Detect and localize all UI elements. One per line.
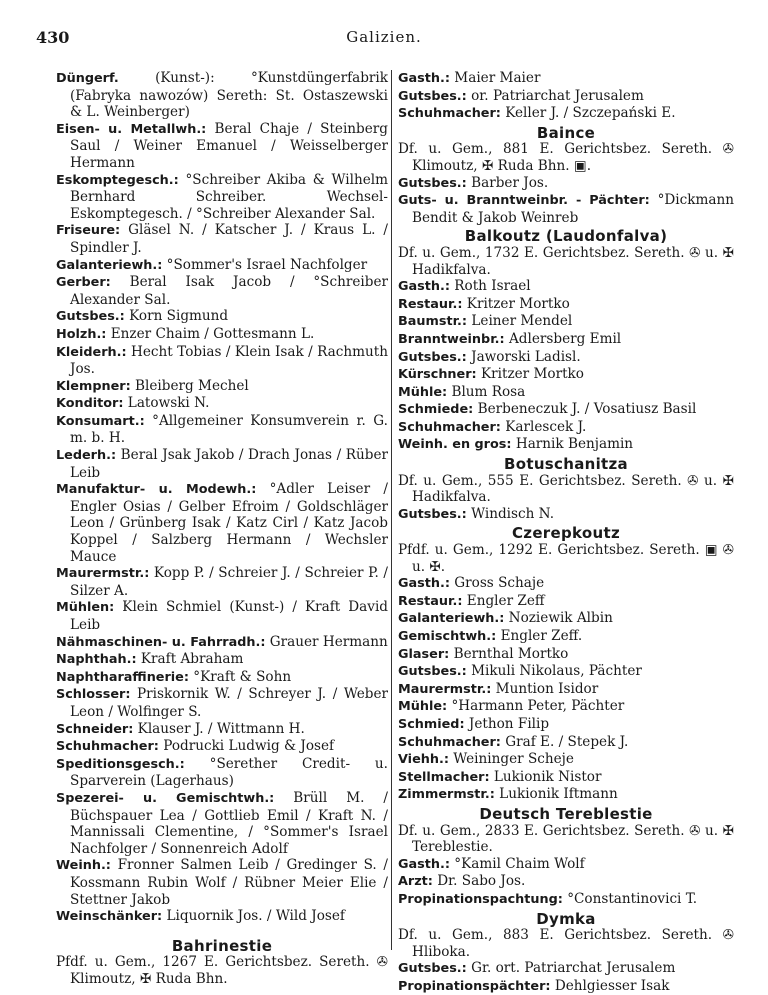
entry-category: Eisen- u. Metallwh.: bbox=[56, 121, 207, 137]
entry-text: Lukionik Iftmann bbox=[494, 786, 618, 803]
entry-category: Naphthah.: bbox=[56, 652, 137, 668]
page-header bbox=[36, 28, 732, 52]
directory-entry bbox=[398, 575, 734, 593]
entry-category: Baumstr.: bbox=[398, 314, 468, 330]
entry-text: Jethon Filip bbox=[464, 715, 550, 732]
entry-category: Schneider: bbox=[56, 721, 134, 737]
entry-text: Hecht Tobias / Klein Isak / Rachmuth Jos. bbox=[70, 343, 388, 378]
directory-entry bbox=[398, 891, 734, 909]
entry-text: or. Patriarchat Jerusalem bbox=[466, 87, 644, 104]
place-description bbox=[398, 245, 734, 278]
place-heading: Bahrinestie bbox=[171, 936, 273, 955]
directory-entry bbox=[398, 436, 734, 454]
directory-entry bbox=[56, 378, 388, 396]
entry-text: °Harmann Peter, Pächter bbox=[447, 698, 625, 715]
place-heading: Deutsch Tereblestie bbox=[479, 804, 653, 823]
directory-entry bbox=[398, 70, 734, 88]
entry-text: Gr. ort. Patriarchat Jerusalem bbox=[466, 960, 676, 977]
directory-entry bbox=[56, 395, 388, 413]
directory-entry bbox=[398, 698, 734, 716]
entry-text: Klauser J. / Wittmann H. bbox=[133, 720, 305, 737]
directory-entry bbox=[398, 296, 734, 314]
entry-text: Lukionik Nistor bbox=[489, 768, 602, 785]
directory-entry bbox=[398, 366, 734, 384]
entry-text: Df. u. Gem., 555 E. Gerichtsbez. Sereth. ✇ u. ✠ Hadikfalva. bbox=[398, 472, 734, 506]
directory-entry bbox=[56, 326, 388, 344]
directory-entry bbox=[56, 565, 388, 599]
place-heading: Balkoutz (Laudonfalva) bbox=[464, 227, 668, 246]
directory-entry bbox=[398, 88, 734, 106]
entry-text: Liquornik Jos. / Wild Josef bbox=[162, 908, 345, 925]
entry-category: Branntweinbr.: bbox=[398, 331, 505, 347]
entry-text: Df. u. Gem., 2833 E. Gerichtsbez. Sereth. ✇ u. ✠ Tereblestie. bbox=[398, 822, 734, 856]
entry-category: Restaur.: bbox=[398, 593, 463, 609]
place-description bbox=[398, 542, 734, 575]
entry-category: Gutsbes.: bbox=[398, 175, 467, 191]
directory-entry bbox=[398, 331, 734, 349]
entry-text: Korn Sigmund bbox=[124, 308, 229, 325]
entry-text: Kritzer Mortko bbox=[476, 366, 584, 383]
directory-entry bbox=[56, 721, 388, 739]
entry-text: Kopp P. / Schreier J. / Schreier P. / Silzer A. bbox=[70, 565, 388, 599]
entry-text: Klein Schmiel (Kunst-) / Kraft David Leib bbox=[70, 599, 388, 633]
entry-category: Propinationspächter: bbox=[398, 978, 551, 994]
left-column bbox=[56, 70, 388, 987]
entry-text: Priskornik W. / Schreyer J. / Weber Leon / Wolfinger S. bbox=[70, 686, 388, 720]
directory-entry bbox=[398, 105, 734, 123]
entry-text: Engler Zeff. bbox=[496, 628, 583, 644]
place-description bbox=[398, 473, 734, 506]
entry-category: Holzh.: bbox=[56, 326, 107, 342]
entry-text: Latowski N. bbox=[123, 395, 210, 412]
place-heading: Czerepkoutz bbox=[512, 524, 620, 543]
entry-text: Kritzer Mortko bbox=[462, 295, 570, 312]
directory-entry bbox=[398, 751, 734, 769]
entry-text: Berbeneczuk J. / Vosatiusz Basil bbox=[473, 401, 697, 418]
entry-text: Mikuli Nikolaus, Pächter bbox=[466, 663, 642, 680]
entry-category: Mühle: bbox=[398, 699, 448, 715]
entry-text: Noziewik Albin bbox=[504, 610, 613, 627]
directory-entry bbox=[398, 593, 734, 611]
directory-entry bbox=[398, 506, 734, 524]
entry-text: °Allgemeiner Konsumverein r. G. m. b. H. bbox=[70, 412, 388, 447]
directory-entry bbox=[398, 349, 734, 367]
directory-entry bbox=[56, 70, 388, 121]
entry-category: Gutsbes.: bbox=[398, 961, 467, 977]
page-number: 430 bbox=[36, 28, 70, 47]
entry-text: Blum Rosa bbox=[447, 383, 526, 400]
directory-entry bbox=[398, 610, 734, 628]
entry-text: Graf E. / Stepek J. bbox=[500, 733, 629, 750]
entry-text: Jaworski Ladisl. bbox=[466, 348, 581, 365]
entry-category: Schuhmacher: bbox=[398, 419, 501, 435]
entry-text: Podrucki Ludwig & Josef bbox=[158, 738, 335, 755]
directory-entry bbox=[56, 172, 388, 223]
directory-entry bbox=[56, 686, 388, 720]
directory-entry bbox=[398, 769, 734, 787]
directory-entry bbox=[56, 274, 388, 308]
directory-entry bbox=[398, 663, 734, 681]
entry-category: Maurermstr.: bbox=[56, 566, 150, 582]
directory-entry bbox=[398, 856, 734, 874]
entry-category: Schmied: bbox=[398, 716, 465, 732]
directory-entry bbox=[56, 599, 388, 633]
entry-category: Schlosser: bbox=[56, 687, 131, 703]
directory-entry bbox=[398, 278, 734, 296]
entry-category: Lederh.: bbox=[56, 448, 117, 464]
directory-entry bbox=[398, 192, 734, 226]
entry-text: Gläsel N. / Katscher J. / Kraus L. / Spindler J. bbox=[70, 222, 388, 256]
directory-entry bbox=[56, 857, 388, 908]
entry-text: Bleiberg Mechel bbox=[130, 377, 249, 394]
entry-text: Adlersberg Emil bbox=[504, 330, 622, 347]
entry-category: Düngerf. bbox=[56, 71, 119, 86]
entry-category: Gasth.: bbox=[398, 279, 450, 295]
entry-category: Schuhmacher: bbox=[56, 739, 159, 755]
entry-category: Gemischtwh.: bbox=[398, 629, 497, 644]
entry-text: Beral Chaje / Steinberg Saul / Weiner Emanuel / Weisselberger Hermann bbox=[70, 120, 388, 171]
entry-text: °Kraft & Sohn bbox=[188, 668, 292, 685]
entry-category: Gutsbes.: bbox=[398, 506, 467, 522]
directory-entry bbox=[398, 873, 734, 891]
directory-entry bbox=[398, 978, 734, 995]
entry-category: Manufaktur- u. Modewh.: bbox=[56, 482, 257, 498]
entry-text: °Schreiber Akiba & Wilhelm Bernhard Schreiber. Wechsel-Eskomptegesch. / °Schreiber Alexander Sal. bbox=[70, 171, 388, 222]
entry-category: Eskomptegesch.: bbox=[56, 172, 179, 188]
entry-text: Gross Schaje bbox=[449, 575, 545, 592]
entry-text: Kraft Abraham bbox=[136, 651, 244, 668]
entry-text: Beral Jsak Jakob / Drach Jonas / Rüber Leib bbox=[70, 447, 388, 481]
entry-text: Maier Maier bbox=[449, 70, 541, 86]
directory-entry bbox=[56, 447, 388, 481]
entry-category: Kleiderh.: bbox=[56, 344, 127, 360]
directory-entry bbox=[56, 222, 388, 256]
entry-text: Roth Israel bbox=[449, 278, 531, 295]
entry-text: Windisch N. bbox=[466, 505, 555, 522]
directory-entry bbox=[398, 313, 734, 331]
directory-entry bbox=[398, 734, 734, 752]
entry-category: Schmiede: bbox=[398, 402, 474, 418]
directory-entry bbox=[56, 121, 388, 172]
entry-text: Fronner Salmen Leib / Gredinger S. / Kossmann Rubin Wolf / Rübner Meier Elie / Stettner Jakob bbox=[70, 857, 388, 908]
entry-category: Galanteriewh.: bbox=[398, 611, 505, 627]
directory-entry bbox=[56, 481, 388, 565]
entry-category: Viehh.: bbox=[398, 752, 449, 768]
directory-entry bbox=[56, 756, 388, 790]
entry-category: Propinationspachtung: bbox=[398, 891, 563, 907]
directory-entry bbox=[398, 960, 734, 978]
entry-category: Zimmermstr.: bbox=[398, 787, 495, 803]
directory-entry bbox=[56, 257, 388, 275]
column-divider bbox=[391, 70, 392, 950]
entry-text: Df. u. Gem., 881 E. Gerichtsbez. Sereth. ✇ Klimoutz, ✠ Ruda Bhn. ▣. bbox=[398, 141, 734, 174]
directory-entry bbox=[56, 669, 388, 687]
entry-category: Konditor: bbox=[56, 396, 124, 412]
entry-text: Pfdf. u. Gem., 1267 E. Gerichtsbez. Sereth. ✇ Klimoutz, ✠ Ruda Bhn. bbox=[56, 954, 388, 987]
entry-category: Gerber: bbox=[56, 275, 111, 291]
right-column bbox=[398, 70, 734, 995]
directory-entry bbox=[398, 384, 734, 402]
entry-text: Pfdf. u. Gem., 1292 E. Gerichtsbez. Sereth. ▣ ✇ u. ✠. bbox=[398, 542, 734, 575]
entry-text: Engler Zeff bbox=[462, 592, 545, 609]
entry-category: Weinschänker: bbox=[56, 909, 163, 925]
directory-entry bbox=[56, 344, 388, 378]
entry-category: Gasth.: bbox=[398, 576, 450, 592]
place-heading: Dymka bbox=[536, 909, 596, 928]
entry-text: (Kunst-): °Kunstdüngerfabrik (Fabryka nawozów) Sereth: St. Ostaszewski & L. Weinberger) bbox=[70, 70, 388, 121]
entry-category: Weinh. en gros: bbox=[398, 437, 512, 453]
place-description bbox=[56, 954, 388, 987]
directory-entry bbox=[398, 786, 734, 804]
entry-category: Spezerei- u. Gemischtwh.: bbox=[56, 790, 275, 806]
entry-category: Gutsbes.: bbox=[398, 664, 467, 680]
entry-text: °Kamil Chaim Wolf bbox=[449, 855, 585, 872]
entry-category: Friseure: bbox=[56, 223, 121, 239]
place-description bbox=[398, 927, 734, 960]
entry-category: Stellmacher: bbox=[398, 769, 490, 785]
entry-text: Keller J. / Szczepański E. bbox=[500, 105, 676, 122]
directory-entry bbox=[398, 419, 734, 437]
entry-text: °Sommer's Israel Nachfolger bbox=[162, 256, 368, 273]
entry-text: Dehlgiesser Isak bbox=[550, 977, 670, 994]
entry-category: Galanteriewh.: bbox=[56, 257, 163, 273]
directory-entry bbox=[56, 738, 388, 756]
entry-category: Kürschner: bbox=[398, 367, 477, 383]
place-description bbox=[398, 823, 734, 856]
entry-category: Gutsbes.: bbox=[56, 309, 125, 325]
directory-entry bbox=[56, 790, 388, 857]
entry-category: Gasth.: bbox=[398, 856, 450, 872]
entry-category: Gutsbes.: bbox=[398, 88, 467, 104]
entry-category: Restaur.: bbox=[398, 296, 463, 312]
place-heading: Botuschanitza bbox=[504, 455, 628, 474]
directory-entry bbox=[398, 175, 734, 193]
entry-text: °Serether Credit- u. Sparverein (Lagerhaus) bbox=[70, 755, 388, 790]
directory-entry bbox=[56, 308, 388, 326]
entry-text: Weininger Scheje bbox=[448, 751, 574, 768]
entry-category: Schuhmacher: bbox=[398, 106, 501, 122]
entry-category: Mühlen: bbox=[56, 600, 115, 616]
entry-category: Maurermstr.: bbox=[398, 681, 492, 697]
place-heading: Baince bbox=[536, 123, 596, 142]
directory-entry bbox=[56, 634, 388, 652]
running-title: Galizien. bbox=[346, 28, 422, 46]
entry-category: Guts- u. Branntweinbr. - Pächter: bbox=[398, 193, 650, 209]
place-description bbox=[398, 141, 734, 174]
entry-text: Enzer Chaim / Gottesmann L. bbox=[106, 325, 315, 342]
entry-category: Arzt: bbox=[398, 874, 433, 890]
entry-category: Naphtharaffinerie: bbox=[56, 669, 189, 685]
entry-text: Barber Jos. bbox=[466, 174, 549, 191]
entry-text: Leiner Mendel bbox=[467, 313, 573, 330]
entry-text: Beral Isak Jacob / °Schreiber Alexander Sal. bbox=[70, 274, 388, 308]
entry-text: Bernthal Mortko bbox=[449, 645, 569, 662]
entry-text: Karlescek J. bbox=[500, 418, 587, 435]
entry-category: Nähmaschinen- u. Fahrradh.: bbox=[56, 634, 266, 650]
directory-entry bbox=[56, 413, 388, 447]
entry-category: Speditionsgesch.: bbox=[56, 756, 185, 772]
entry-category: Gasth.: bbox=[398, 71, 450, 86]
entry-category: Schuhmacher: bbox=[398, 734, 501, 750]
entry-category: Mühle: bbox=[398, 384, 448, 400]
entry-category: Klempner: bbox=[56, 378, 131, 394]
entry-text: °Adler Leiser / Engler Osias / Gelber Efroim / Goldschläger Leon / Grünberg Isak / Katz Cirl / Katz Jacob Koppel / Salzberg Hermann / Wechsler Mauce bbox=[70, 481, 388, 565]
entry-category: Glaser: bbox=[398, 646, 450, 662]
directory-entry bbox=[398, 681, 734, 699]
directory-entry bbox=[398, 401, 734, 419]
entry-text: Grauer Hermann bbox=[265, 633, 388, 650]
directory-entry bbox=[398, 646, 734, 664]
entry-text: Harnik Benjamin bbox=[511, 436, 634, 453]
entry-text: °Constantinovici T. bbox=[562, 890, 698, 907]
entry-text: Df. u. Gem., 1732 E. Gerichtsbez. Sereth. ✇ u. ✠ Hadikfalva. bbox=[398, 244, 734, 278]
entry-text: Df. u. Gem., 883 E. Gerichtsbez. Sereth. ✇ Hliboka. bbox=[398, 927, 734, 960]
directory-entry bbox=[56, 651, 388, 669]
entry-category: Konsumart.: bbox=[56, 413, 145, 429]
directory-entry bbox=[398, 716, 734, 734]
entry-category: Weinh.: bbox=[56, 858, 111, 874]
entry-text: °Dickmann Bendit & Jakob Weinreb bbox=[412, 192, 734, 226]
entry-text: Dr. Sabo Jos. bbox=[432, 873, 526, 890]
directory-entry bbox=[398, 628, 734, 646]
entry-text: Brüll M. / Büchspauer Lea / Gottlieb Emil / Kraft N. / Mannissali Clementine, / °Sommer's Israel Nachfolger / Sonnenreich Adolf bbox=[70, 789, 388, 857]
entry-text: Muntion Isidor bbox=[491, 680, 599, 697]
entry-category: Gutsbes.: bbox=[398, 349, 467, 365]
directory-entry bbox=[56, 908, 388, 926]
